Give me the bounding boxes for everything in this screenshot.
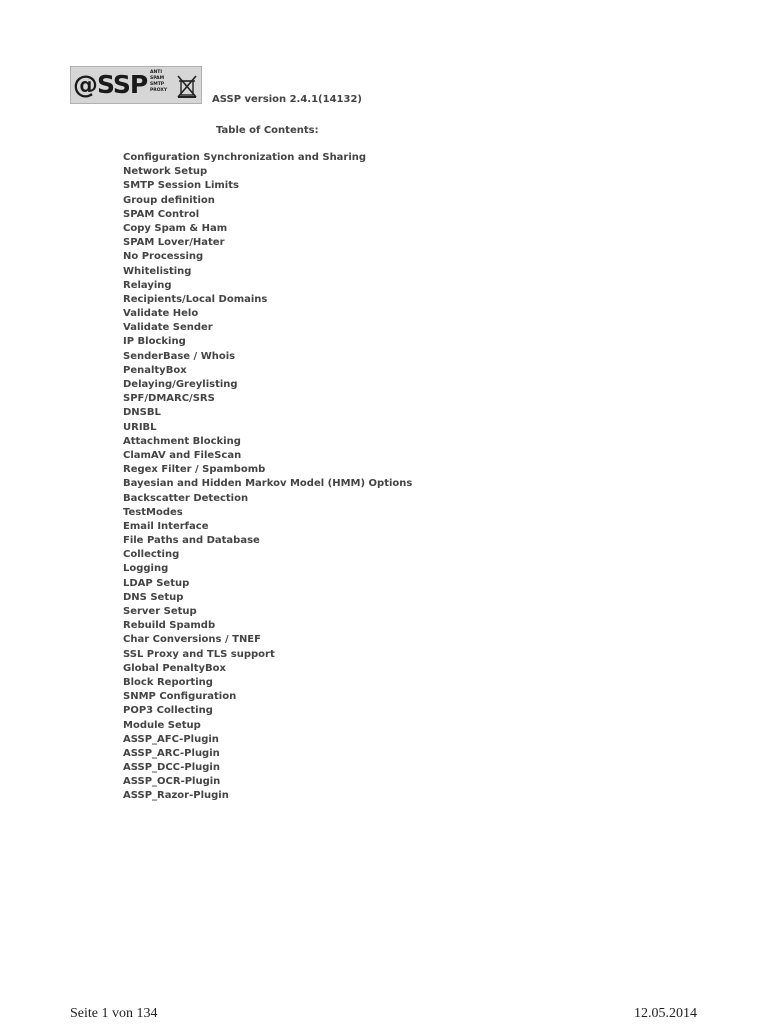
- toc-item[interactable]: PenaltyBox: [123, 364, 187, 376]
- logo-text: @SSP: [73, 70, 148, 99]
- toc-item[interactable]: Server Setup: [123, 606, 197, 617]
- toc-item[interactable]: SNMP Configuration: [123, 691, 237, 703]
- toc-item[interactable]: Char Conversions / TNEF: [123, 634, 261, 646]
- toc-item[interactable]: IP Blocking: [123, 336, 186, 348]
- toc-item[interactable]: SMTP Session Limits: [123, 180, 239, 192]
- toc-title: Table of Contents:: [216, 125, 319, 136]
- toc-item[interactable]: TestModes: [123, 506, 183, 518]
- toc-item[interactable]: Validate Sender: [123, 322, 213, 334]
- toc-item[interactable]: ASSP_ARC-Plugin: [123, 747, 220, 759]
- toc-item[interactable]: ASSP_DCC-Plugin: [123, 762, 220, 774]
- toc-item[interactable]: URIBL: [123, 421, 157, 433]
- toc-item[interactable]: Delaying/Greylisting: [123, 379, 238, 390]
- crossed-bin-icon: [175, 70, 199, 100]
- toc-item[interactable]: SPF/DMARC/SRS: [123, 393, 215, 405]
- logo-tagline-line: PROXY: [150, 88, 168, 93]
- logo-tagline: [150, 70, 176, 94]
- toc-item[interactable]: ASSP_Razor-Plugin: [123, 790, 229, 802]
- toc-item[interactable]: Block Reporting: [123, 676, 213, 688]
- toc-item[interactable]: DNSBL: [123, 407, 161, 419]
- toc-item[interactable]: Regex Filter / Spambomb: [123, 464, 266, 476]
- toc-item[interactable]: Whitelisting: [123, 265, 192, 277]
- toc-item[interactable]: Email Interface: [123, 520, 209, 532]
- toc-item[interactable]: Global PenaltyBox: [123, 662, 226, 674]
- toc-item[interactable]: SSL Proxy and TLS support: [123, 648, 275, 660]
- toc-item[interactable]: Configuration Synchronization and Sharing: [123, 152, 367, 163]
- toc-item[interactable]: LDAP Setup: [123, 577, 190, 589]
- toc-item[interactable]: ClamAV and FileScan: [123, 449, 242, 461]
- page-number: Seite 1 von 134: [70, 1006, 158, 1021]
- toc-item[interactable]: Module Setup: [123, 719, 201, 731]
- toc-item[interactable]: Bayesian and Hidden Markov Model (HMM) Options: [123, 478, 413, 490]
- toc-item[interactable]: SPAM Lover/Hater: [123, 237, 225, 249]
- toc-item[interactable]: Logging: [123, 563, 169, 575]
- logo-tagline-line: SMTP: [150, 82, 165, 87]
- toc-item[interactable]: Collecting: [123, 549, 180, 561]
- toc-item[interactable]: Rebuild Spamdb: [123, 620, 216, 632]
- logo-tagline-line: ANTI: [150, 70, 162, 75]
- toc-item[interactable]: No Processing: [123, 251, 204, 263]
- toc-item[interactable]: Relaying: [123, 279, 172, 291]
- toc-item[interactable]: Network Setup: [123, 166, 208, 178]
- toc-item[interactable]: ASSP_OCR-Plugin: [123, 776, 221, 788]
- toc-item[interactable]: File Paths and Database: [123, 535, 260, 547]
- toc-item[interactable]: SPAM Control: [123, 208, 200, 220]
- toc-item[interactable]: POP3 Collecting: [123, 705, 213, 717]
- toc-item[interactable]: DNS Setup: [123, 591, 184, 603]
- toc-item[interactable]: Validate Helo: [123, 308, 199, 320]
- logo-tagline-line: SPAM: [150, 76, 165, 81]
- version-text: ASSP version 2.4.1(14132): [212, 94, 362, 105]
- toc-item[interactable]: ASSP_AFC-Plugin: [123, 733, 219, 745]
- table-of-contents: [123, 151, 412, 804]
- toc-item[interactable]: Backscatter Detection: [123, 492, 249, 504]
- toc-item[interactable]: Group definition: [123, 194, 215, 206]
- toc-item[interactable]: Copy Spam & Ham: [123, 222, 228, 234]
- assp-logo: [70, 66, 202, 104]
- toc-item[interactable]: Recipients/Local Domains: [123, 293, 268, 305]
- toc-item[interactable]: Attachment Blocking: [123, 435, 241, 447]
- toc-item[interactable]: SenderBase / Whois: [123, 350, 236, 362]
- print-date: 12.05.2014: [634, 1006, 697, 1021]
